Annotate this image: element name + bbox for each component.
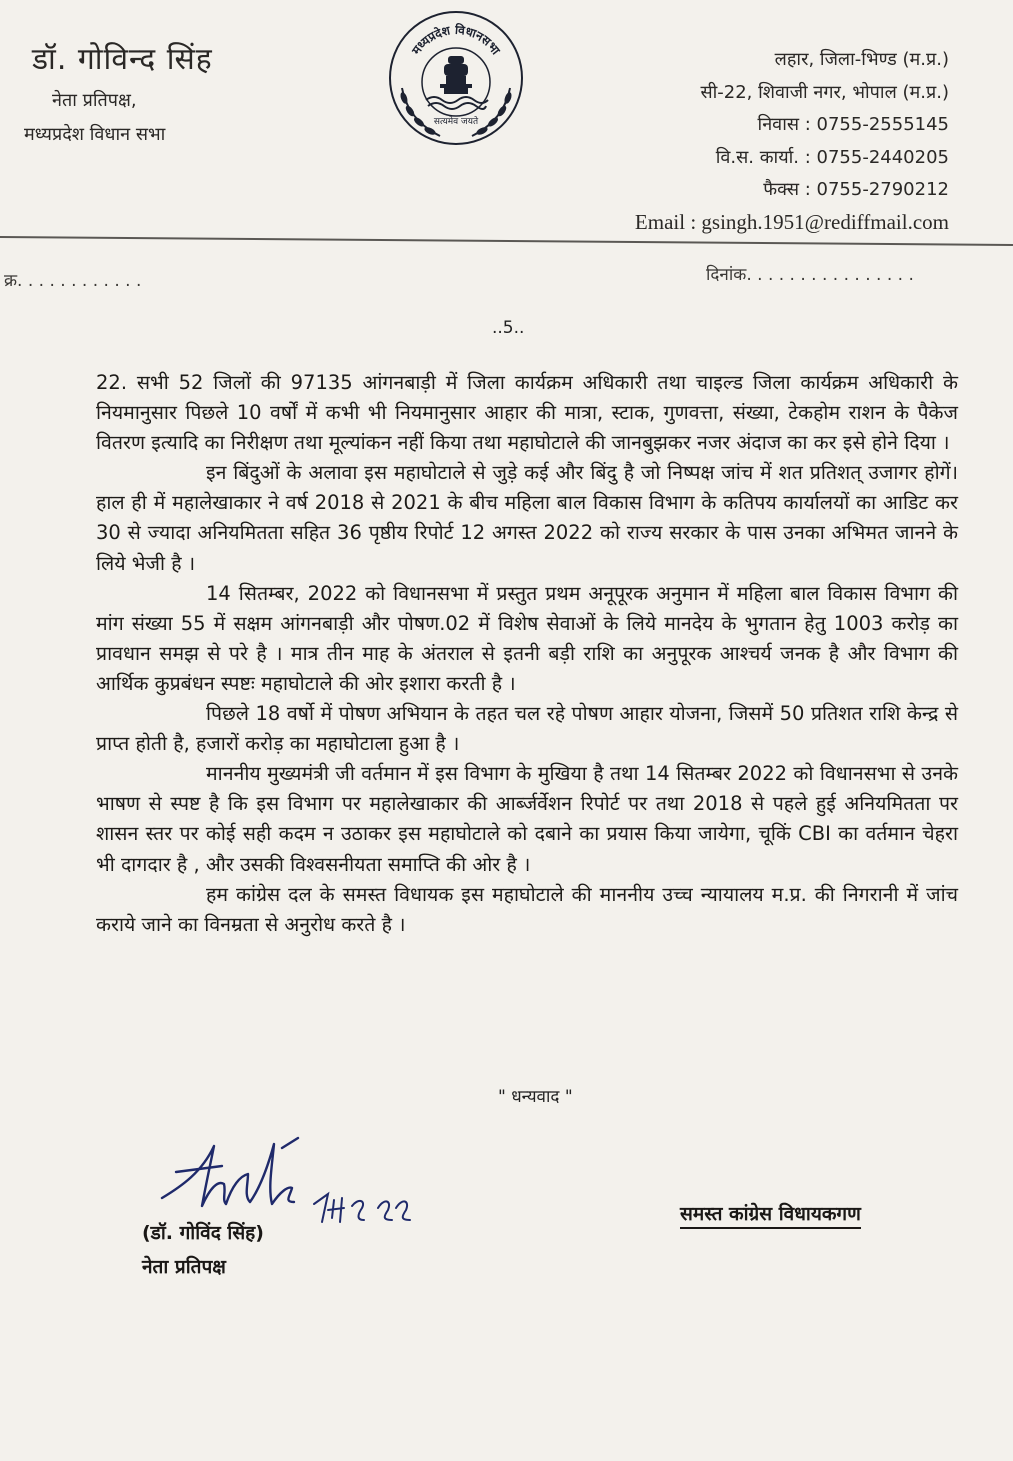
letterhead-contact — [589, 44, 949, 237]
letter-body — [96, 368, 958, 940]
letterhead-sender — [24, 40, 324, 150]
email-address: Email : gsingh.1951@rediffmail.com — [634, 209, 949, 234]
sender-name: डॉ. गोविन्द सिंह — [32, 42, 213, 77]
address-line: सी-22, शिवाजी नगर, भोपाल (म.प्र.) — [700, 81, 949, 103]
paragraph: इन बिंदुओं के अलावा इस महाघोटाले से जुड़े कई और बिंदु है जो निष्पक्ष जांच में शत प्रतिशत् उजागर होगें। हाल ही में महालेखाकार ने वर्ष 2018 से 2021 के बीच महिला बाल विकास विभाग के कतिपय कार्यालयों का आडिट कर 30 से ज्यादा अनियमितता सहित 36 पृष्ठीय रिपोर्ट 12 अगस्त 2022 को राज्य सरकार के पास उनका अभिमत जानने के लिये भेजी है । — [96, 461, 958, 575]
signatory-right — [680, 1200, 861, 1226]
paragraph: पिछले 18 वर्षो में पोषण अभियान के तहत चल रहे पोषण आहार योजना, जिसमें 50 प्रतिशत राशि केन्द्र से प्राप्त होती है, हजारों करोड़ का महाघोटाला हुआ है । — [96, 702, 958, 756]
signatory-left — [142, 1216, 264, 1284]
paragraph-request: हम कांग्रेस दल के समस्त विधायक इस महाघोटाले की माननीय उच्च न्यायालय म.प्र. की निगरानी में जांच कराये जाने का विनम्रता से अनुरोध करते है । — [96, 882, 958, 936]
signatory-title: नेता प्रतिपक्ष — [142, 1256, 226, 1278]
letterhead-divider — [0, 236, 1013, 246]
paragraph: माननीय मुख्यमंत्री जी वर्तमान में इस विभाग के मुखिया है तथा 14 सितम्बर 2022 को विधानसभा से उनके भाषण से स्पष्ट है कि इस विभाग पर महालेखाकार की आर्ब्जर्वेशन रिपोर्ट पर तथा 2018 से पहले हुई अनियमितता पर शासन स्तर पर कोई सही कदम न उठाकर इस महाघोटाले को दबाने का प्रयास किया जायेगा, चूकिं CBI का वर्तमान चेहरा भी दागदार है , और उसकी विश्वसनीयता समाप्ति की ओर है । — [96, 762, 958, 876]
paragraph-point-22: 22. सभी 52 जिलों की 97135 आंगनबाड़ी में जिला कार्यक्रम अधिकारी तथा चाइल्ड जिला कार्यक्रम अधिकारी के नियमानुसार पिछले 10 वर्षों में कभी भी नियमानुसार आहार की मात्रा, स्टाक, गुणवत्ता, संख्या, टेकहोम राशन के पैकेज वितरण इत्यादि का निरीक्षण तथा मूल्यांकन नहीं किया तथा महाघोटाले की जानबुझकर नजर अंदाज का कर इसे होने दिया । — [96, 371, 958, 455]
signatory-name: (डॉ. गोविंद सिंह) — [142, 1222, 264, 1244]
reference-number: क्र. . . . . . . . . . . . — [4, 271, 142, 291]
sender-post: नेता प्रतिपक्ष, — [52, 90, 137, 111]
seal-motto: सत्यमेव जयते — [433, 117, 479, 127]
paragraph: 14 सितम्बर, 2022 को विधानसभा में प्रस्तुत प्रथम अनूपूरक अनुमान में महिला बाल विकास विभाग की मांग संख्या 55 में सक्षम आंगनबाड़ी और पोषण.02 में विशेष सेवाओं के लिये मानदेय के भुगतान हेतु 1003 करोड़ का प्रावधान समझ से परे है । मात्र तीन माह के अंतराल से इतनी बड़ी राशि का अनुपूरक आश्चर्य जनक है और विभाग की आर्थिक कुप्रबंधन स्पष्टः महाघोटाले की ओर इशारा करती है । — [96, 581, 958, 695]
page-marker: ..5.. — [492, 318, 525, 338]
phone-residence: निवास : 0755-2555145 — [757, 114, 949, 135]
fax-number: फैक्स : 0755-2790212 — [763, 179, 949, 200]
date-field: दिनांक. . . . . . . . . . . . . . . . — [706, 265, 914, 285]
sender-assembly: मध्यप्रदेश विधान सभा — [24, 124, 166, 145]
signatory-group: समस्त कांग्रेस विधायकगण — [680, 1203, 861, 1229]
svg-text:मध्यप्रदेश विधानसभा: मध्यप्रदेश विधानसभा — [409, 22, 503, 58]
address-line: लहार, जिला-भिण्ड (म.प्र.) — [774, 49, 949, 70]
closing-thanks: " धन्यवाद " — [498, 1087, 573, 1107]
assembly-seal-icon — [388, 10, 524, 146]
phone-office: वि.स. कार्या. : 0755-2440205 — [715, 146, 949, 168]
